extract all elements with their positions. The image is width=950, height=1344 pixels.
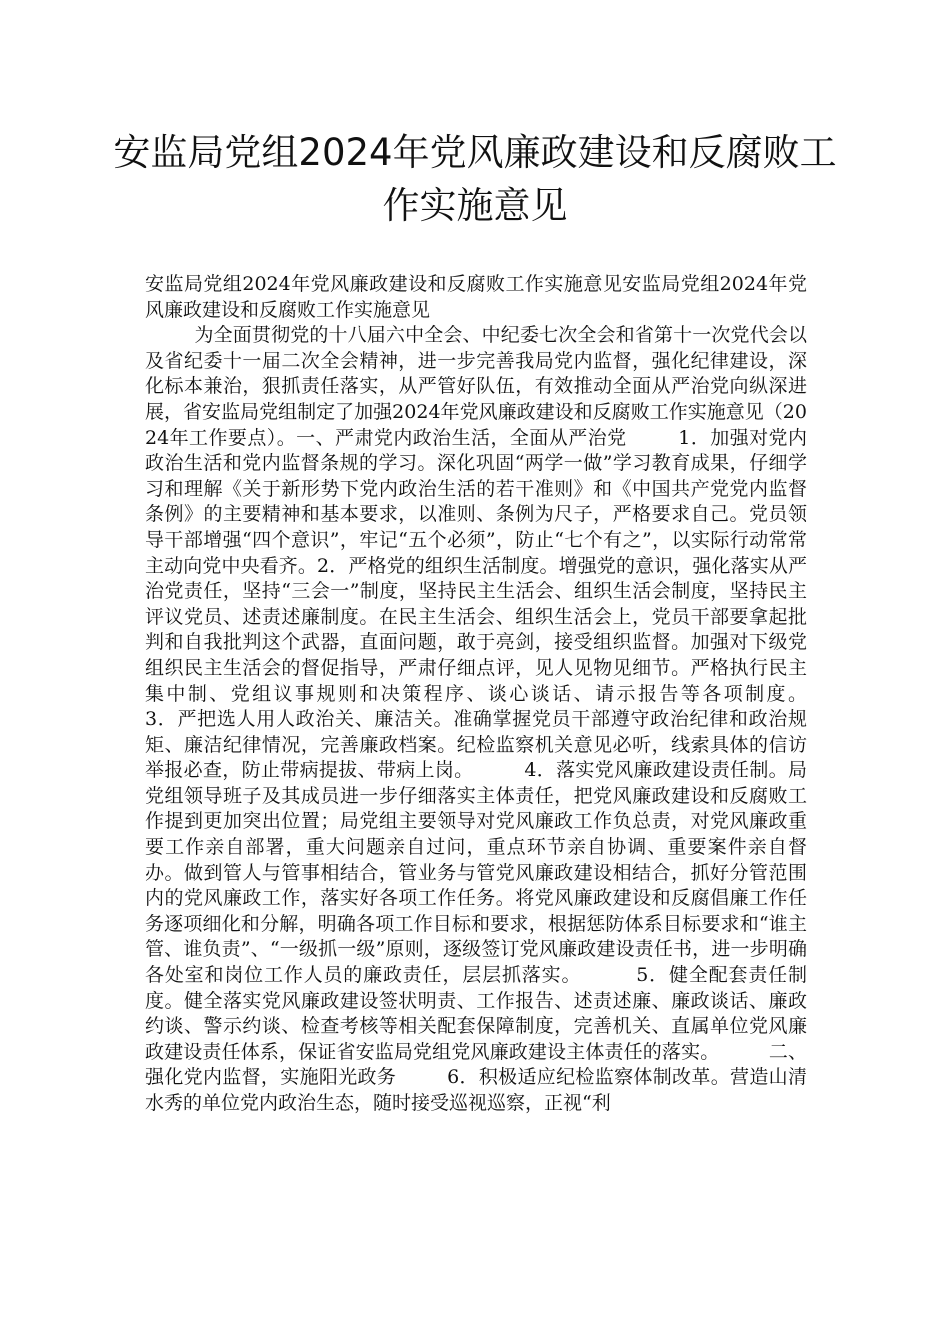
document-body: 安监局党组2024年党风廉政建设和反腐败工作实施意见安监局党组2024年党风廉政建设和反腐败工作实施意见 为全面贯彻党的十八届六中全会、中纪委七次全会和省第十一次党代会以及省纪委十一届二次全会精神，进一步完善我局党内监督，强化纪律建设，深化标本兼治，狠抓责任落实，从严管好队伍，有效推动全面从严治党向纵深进展，省安监局党组制定了加强2024年党风廉政建设和反腐败工作实施意见（2024年工作要点）。一、严肃党内政治生活，全面从严治党 1．加强对党内政治生活和党内监督条规的学习。深化巩固“两学一做”学习教育成果，仔细学习和理解《关于新形势下党内政治生活的若干准则》和《中国共产党党内监督条例》的主要精神和基本要求，以准则、条例为尺子，严格要求自己。党员领导干部增强“四个意识”，牢记“五个必须”，防止“七个有之”，以实际行动常常主动向党中央看齐。2．严格党的组织生活制度。增强党的意识，强化落实从严治党责任，坚持“三会一”制度，坚持民主生活会、组织生活会制度，坚持民主评议党员、述责述廉制度。在民主生活会、组织生活会上，党员干部要拿起批判和自我批判这个武器，直面问题，敢于亮剑，接受组织监督。加强对下级党组织民主生活会的督促指导，严肃仔细点评，见人见物见细节。严格执行民主集中制、党组议事规则和决策程序、谈心谈话、请示报告等各项制度。 3．严把选人用人政治关、廉洁关。准确掌握党员干部遵守政治纪律和政治规矩、廉洁纪律情况，完善廉政档案。纪检监察机关意见必听，线索具体的信访举报必查，防止带病提拔、带病上岗。 4．落实党风廉政建设责任制。局党组领导班子及其成员进一步仔细落实主体责任，把党风廉政建设和反腐败工作提到更加突出位置；局党组主要领导对党风廉政工作负总责，对党风廉政重要工作亲自部署，重大问题亲自过问，重点环节亲自协调、重要案件亲自督办。做到管人与管事相结合，管业务与管党风廉政建设相结合，抓好分管范围内的党风廉政工作，落实好各项工作任务。将党风廉政建设和反腐倡廉工作任务逐项细化和分解，明确各项工作目标和要求，根据惩防体系目标要求和“谁主管、谁负责”、“一级抓一级”原则，逐级签订党风廉政建设责任书，进一步明确各处室和岗位工作人员的廉政责任，层层抓落实。 5．健全配套责任制度。健全落实党风廉政建设签状明责、工作报告、述责述廉、廉政谈话、廉政约谈、警示约谈、检查考核等相关配套保障制度，完善机关、直属单位党风廉政建设责任体系，保证省安监局党组党风廉政建设主体责任的落实。 二、强化党内监督，实施阳光政务 6．积极适应纪检监察体制改革。营造山清水秀的单位党内政治生态，随时接受巡视巡察，正视“利 (145, 273, 807, 1114)
document-title: 安监局党组2024年党风廉政建设和反腐败工作实施意见 (113, 131, 837, 227)
